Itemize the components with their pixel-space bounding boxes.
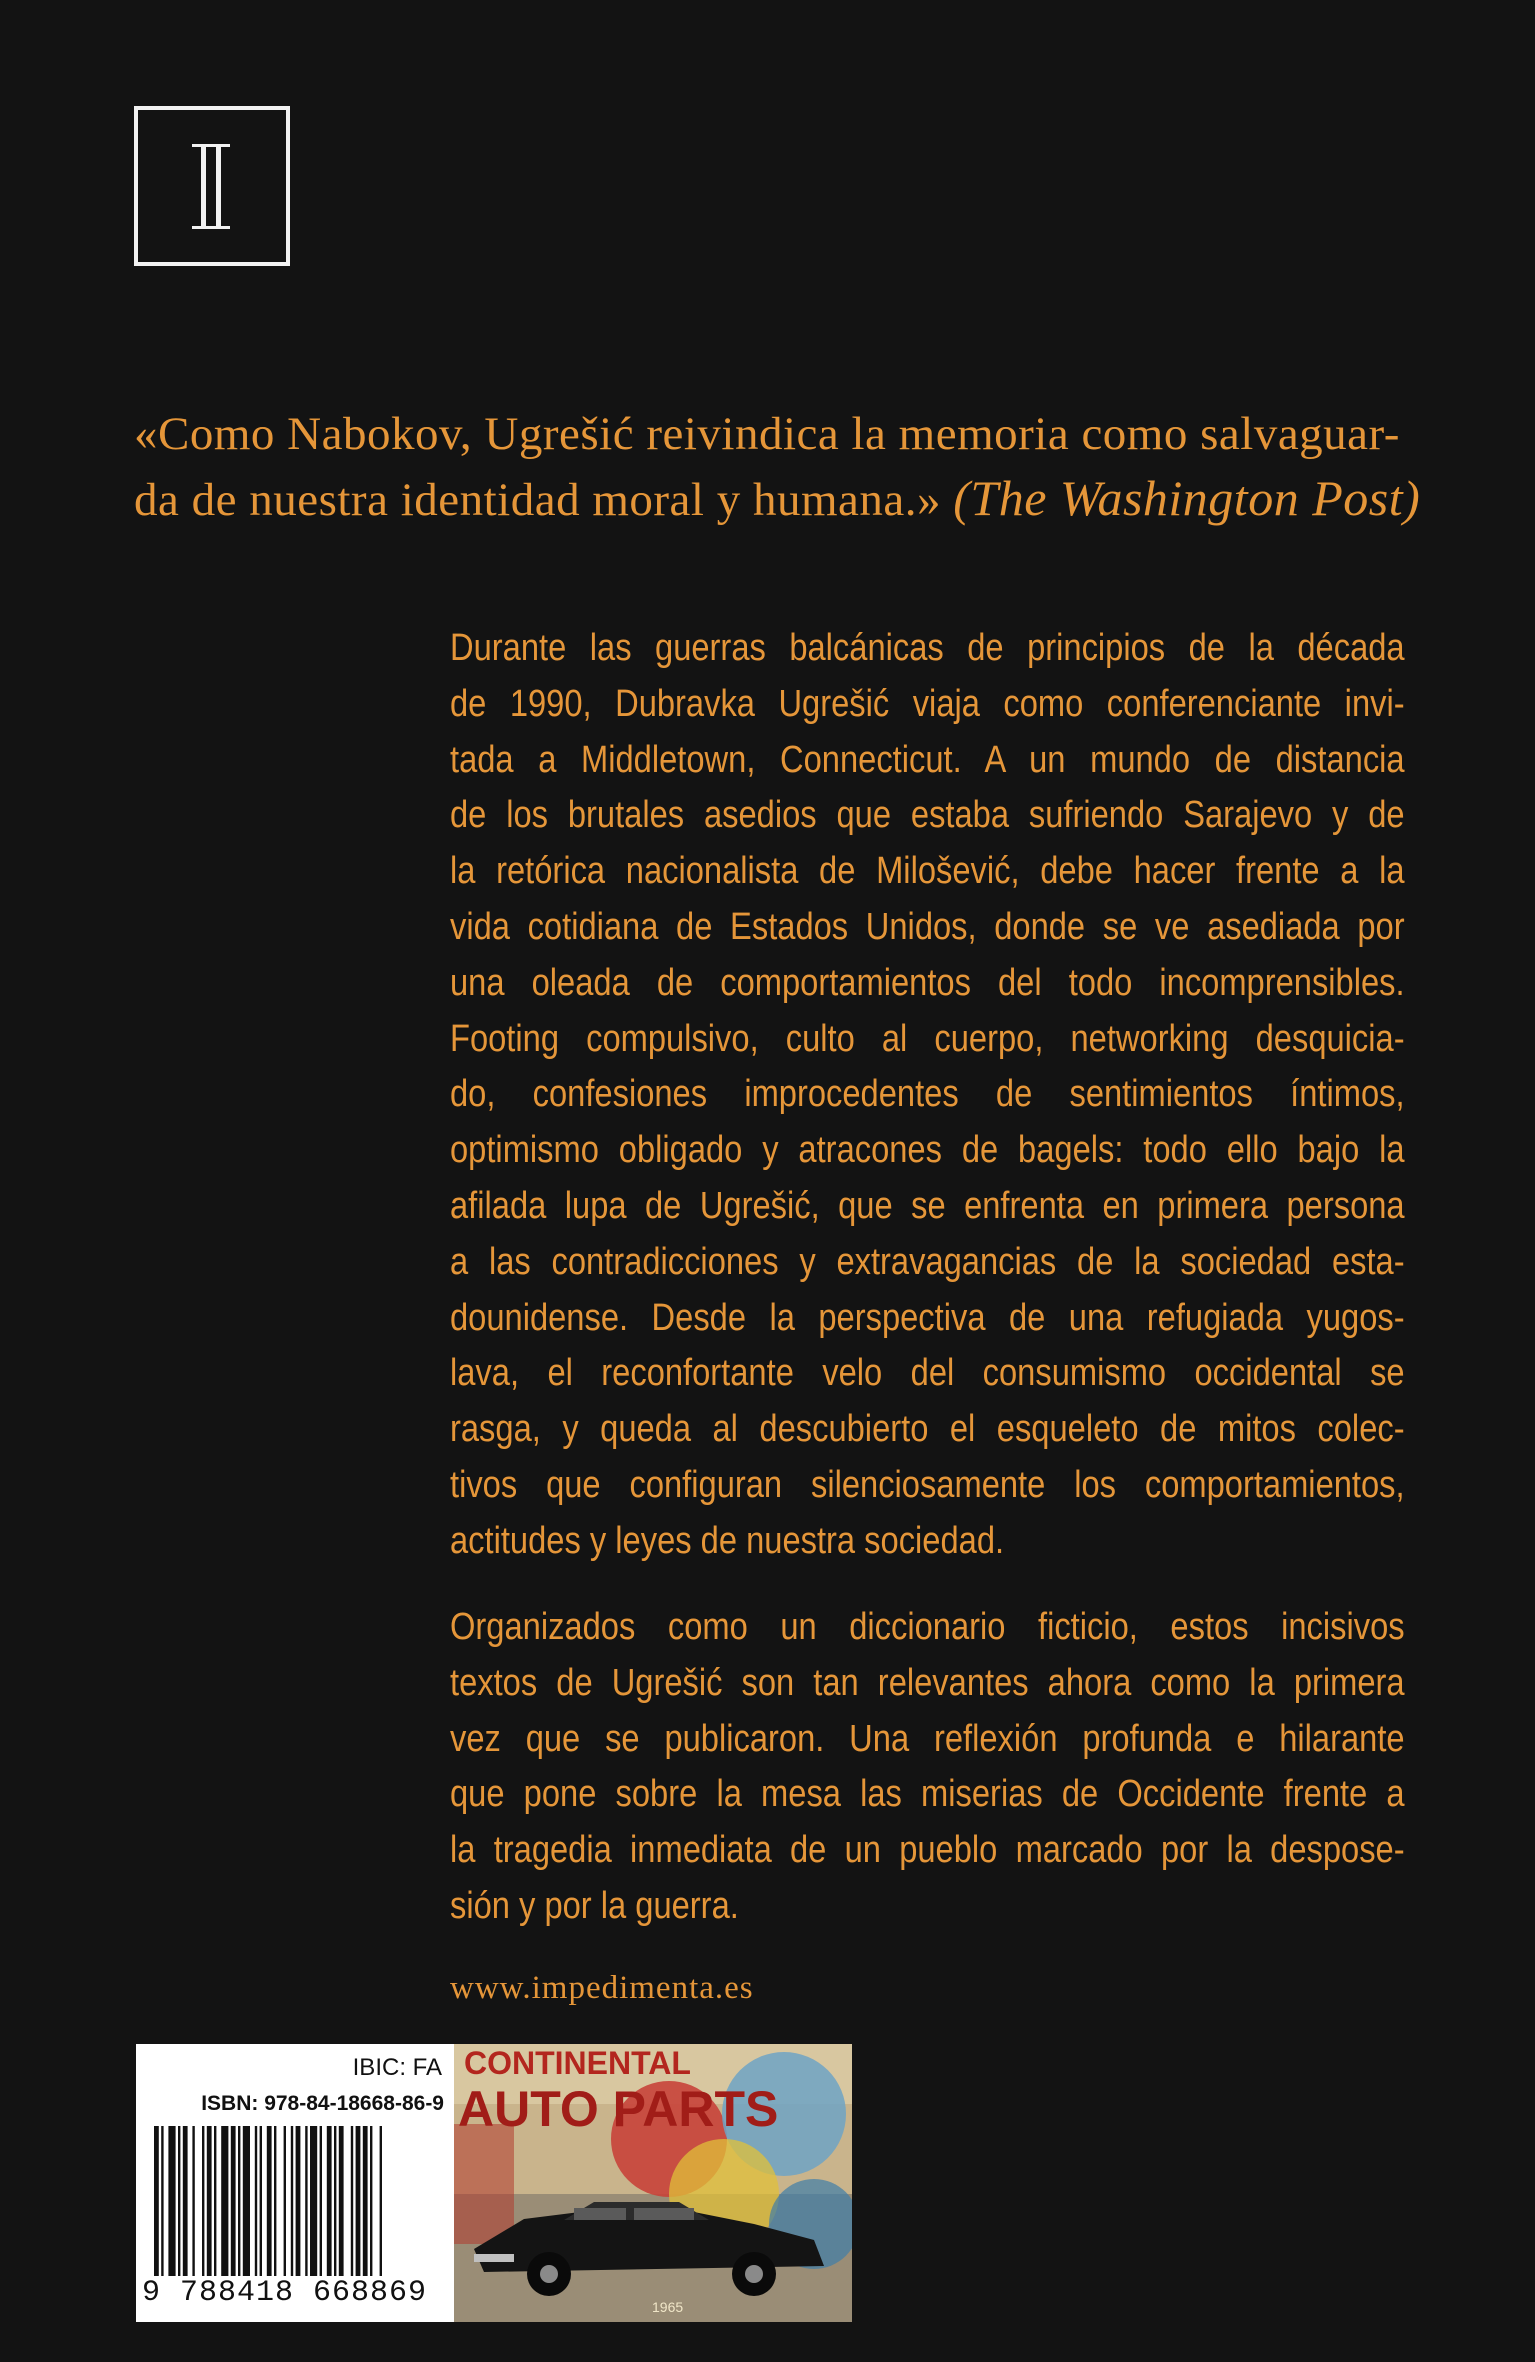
sign-line-1: CONTINENTAL bbox=[464, 2045, 691, 2081]
vintage-car-illustration bbox=[454, 2044, 852, 2322]
paragraph-line: a las contradicciones y extravagancias de la sociedad esta- bbox=[450, 1240, 1405, 1283]
paragraph-line: vida cotidiana de Estados Unidos, donde se ve asediada por bbox=[450, 905, 1405, 948]
paragraph-line: Organizados como un diccionario ficticio, estos incisivos bbox=[450, 1606, 1405, 1648]
paragraph-line: la retórica nacionalista de Milošević, debe hacer frente a la bbox=[450, 850, 1405, 893]
review-quote bbox=[134, 402, 1421, 532]
paragraph-line: que pone sobre la mesa las miserias de Occidente frente a bbox=[450, 1773, 1405, 1816]
isbn-number: ISBN: 978-84-18668-86-9 bbox=[201, 2092, 444, 2115]
paragraph-line: una oleada de comportamientos del todo incomprensibles. bbox=[450, 961, 1405, 1004]
cover-art-image bbox=[454, 2044, 852, 2322]
ean-digits: 9 788418 668869 bbox=[142, 2276, 428, 2310]
synopsis-paragraph-1 bbox=[450, 621, 1405, 1570]
sign-line-2: AUTO PARTS bbox=[458, 2081, 779, 2137]
paragraph-line: Durante las guerras balcánicas de principios de la década bbox=[450, 627, 1405, 669]
paragraph-line: actitudes y leyes de nuestra sociedad. bbox=[450, 1519, 1005, 1562]
paragraph-line: afilada lupa de Ugrešić, que se enfrenta en primera persona bbox=[450, 1184, 1405, 1227]
license-plate: 1965 bbox=[652, 2299, 684, 2315]
paragraph-line: Footing compulsivo, culto al cuerpo, networking desquicia- bbox=[450, 1017, 1405, 1060]
paragraph-line: tivos que configuran silenciosamente los comportamientos, bbox=[450, 1463, 1405, 1506]
paragraph-line: optimismo obligado y atracones de bagels: todo ello bajo la bbox=[450, 1129, 1405, 1172]
paragraph-line: de los brutales asedios que estaba sufriendo Sarajevo y de bbox=[450, 794, 1405, 837]
publisher-logo bbox=[134, 106, 290, 266]
ibic-code: IBIC: FA bbox=[352, 2054, 442, 2081]
paragraph-line: dounidense. Desde la perspectiva de una refugiada yugos- bbox=[450, 1296, 1405, 1339]
quote-line-2-text: da de nuestra identidad moral y humana.» bbox=[134, 474, 941, 526]
paragraph-line: tada a Middletown, Connecticut. A un mundo de distancia bbox=[450, 738, 1405, 781]
paragraph-line: la tragedia inmediata de un pueblo marcado por la despose- bbox=[450, 1829, 1405, 1872]
barcode-panel bbox=[136, 2044, 454, 2322]
paragraph-line: textos de Ugrešić son tan relevantes ahora como la primera bbox=[450, 1661, 1405, 1704]
synopsis-paragraph-2 bbox=[450, 1600, 1405, 1935]
paragraph-line: vez que se publicaron. Una reflexión profunda e hilarante bbox=[450, 1717, 1405, 1760]
paragraph-line: de 1990, Dubravka Ugrešić viaja como conferenciante invi- bbox=[450, 682, 1405, 725]
quote-line-1: «Como Nabokov, Ugrešić reivindica la memoria como salvaguar- bbox=[134, 408, 1400, 460]
paragraph-line: sión y por la guerra. bbox=[450, 1884, 739, 1927]
quote-source: (The Washington Post) bbox=[953, 470, 1421, 526]
publisher-logo-mark bbox=[138, 110, 286, 262]
paragraph-line: lava, el reconfortante velo del consumismo occidental se bbox=[450, 1352, 1405, 1395]
paragraph-line: do, confesiones improcedentes de sentimientos íntimos, bbox=[450, 1073, 1405, 1116]
paragraph-line: rasga, y queda al descubierto el esqueleto de mitos colec- bbox=[450, 1408, 1405, 1451]
publisher-website: www.impedimenta.es bbox=[450, 1970, 754, 2006]
quote-line-2 bbox=[134, 466, 1421, 532]
